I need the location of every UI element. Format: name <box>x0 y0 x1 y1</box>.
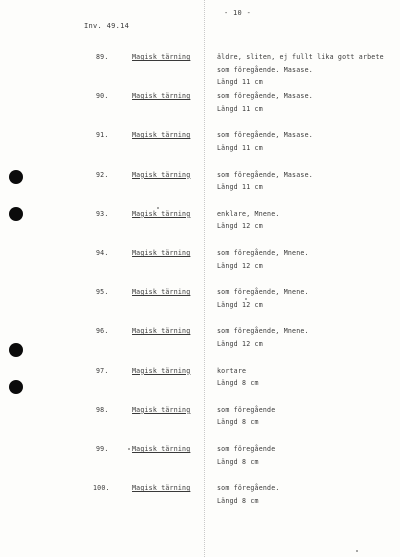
entry-description <box>217 482 397 507</box>
description-line: som föregående, Mnene. <box>217 249 309 257</box>
description-line: som föregående <box>217 405 276 414</box>
entry-number: 95. <box>96 288 109 297</box>
punch-hole-icon <box>9 343 23 357</box>
entry-description <box>217 129 397 154</box>
entry-number: 98. <box>96 405 109 414</box>
entry-number: 91. <box>96 131 109 140</box>
entry-name: Magisk tärning <box>132 92 191 101</box>
description-line: kortare <box>217 366 247 375</box>
entry-number: 94. <box>96 249 109 257</box>
description-line: Längd 12 cm <box>217 261 263 270</box>
entry-description <box>217 90 397 115</box>
ink-speck <box>356 550 358 552</box>
entry-description <box>217 286 397 311</box>
entry-number: 89. <box>96 53 109 61</box>
entry-description <box>217 247 397 272</box>
entry-name: Magisk tärning <box>132 170 191 179</box>
description-line: Längd 8 cm <box>217 379 259 388</box>
entry-number: 92. <box>96 170 109 179</box>
entry-name: Magisk tärning <box>132 53 191 61</box>
description-line: Längd 11 cm <box>217 143 263 152</box>
entry-description <box>217 208 397 233</box>
description-line: Längd 11 cm <box>217 104 263 113</box>
description-line: som föregående <box>217 445 276 453</box>
entry-number: 99. <box>96 445 109 453</box>
entry-description <box>217 443 397 468</box>
entry-name: Magisk tärning <box>132 366 191 375</box>
description-line: Längd 11 cm <box>217 78 263 86</box>
entry-name: Magisk tärning <box>132 484 191 493</box>
entry-name: Magisk tärning <box>132 249 191 257</box>
entry-name: Magisk tärning <box>132 209 191 218</box>
entry-name: Magisk tärning <box>132 288 191 297</box>
description-line: Längd 8 cm <box>217 457 259 466</box>
entry-description <box>217 404 397 429</box>
entry-number: 90. <box>96 92 109 101</box>
description-line: Längd 8 cm <box>217 418 259 427</box>
entry-description <box>217 325 397 350</box>
description-line: som föregående, Masase. <box>217 92 313 101</box>
description-line: Längd 12 cm <box>217 222 263 231</box>
description-line: Längd 12 cm <box>217 339 263 348</box>
entry-description <box>217 365 397 390</box>
entry-description <box>217 169 397 194</box>
page-number: - 10 - <box>224 9 252 17</box>
entry-description <box>217 51 397 89</box>
description-line: äldre, sliten, ej fullt lika gott arbete <box>217 53 384 61</box>
entry-name: Magisk tärning <box>132 327 191 336</box>
description-line: som föregående, Mnene. <box>217 327 309 336</box>
entry-number: 100. <box>93 484 110 493</box>
entry-number: 96. <box>96 327 109 336</box>
entry-name: Magisk tärning <box>132 131 191 140</box>
description-line: som föregående. Masase. <box>217 65 313 74</box>
description-line: som föregående. <box>217 484 280 493</box>
punch-hole-icon <box>9 207 23 221</box>
description-line: som föregående, Masase. <box>217 131 313 140</box>
description-line: Längd 12 cm <box>217 300 263 309</box>
entry-name: Magisk tärning <box>132 445 191 453</box>
description-line: som föregående, Mnene. <box>217 288 309 297</box>
inventory-number: Inv. 49.14 <box>84 22 130 30</box>
description-line: Längd 11 cm <box>217 183 263 192</box>
description-line: enklare, Mnene. <box>217 209 280 218</box>
entry-number: 97. <box>96 366 109 375</box>
description-line: som föregående, Masase. <box>217 170 313 179</box>
punch-hole-icon <box>9 170 23 184</box>
fold-line <box>204 0 205 557</box>
entry-name: Magisk tärning <box>132 405 191 414</box>
ink-speck <box>128 448 130 450</box>
entry-number: 93. <box>96 209 109 218</box>
description-line: Längd 8 cm <box>217 496 259 505</box>
punch-hole-icon <box>9 380 23 394</box>
